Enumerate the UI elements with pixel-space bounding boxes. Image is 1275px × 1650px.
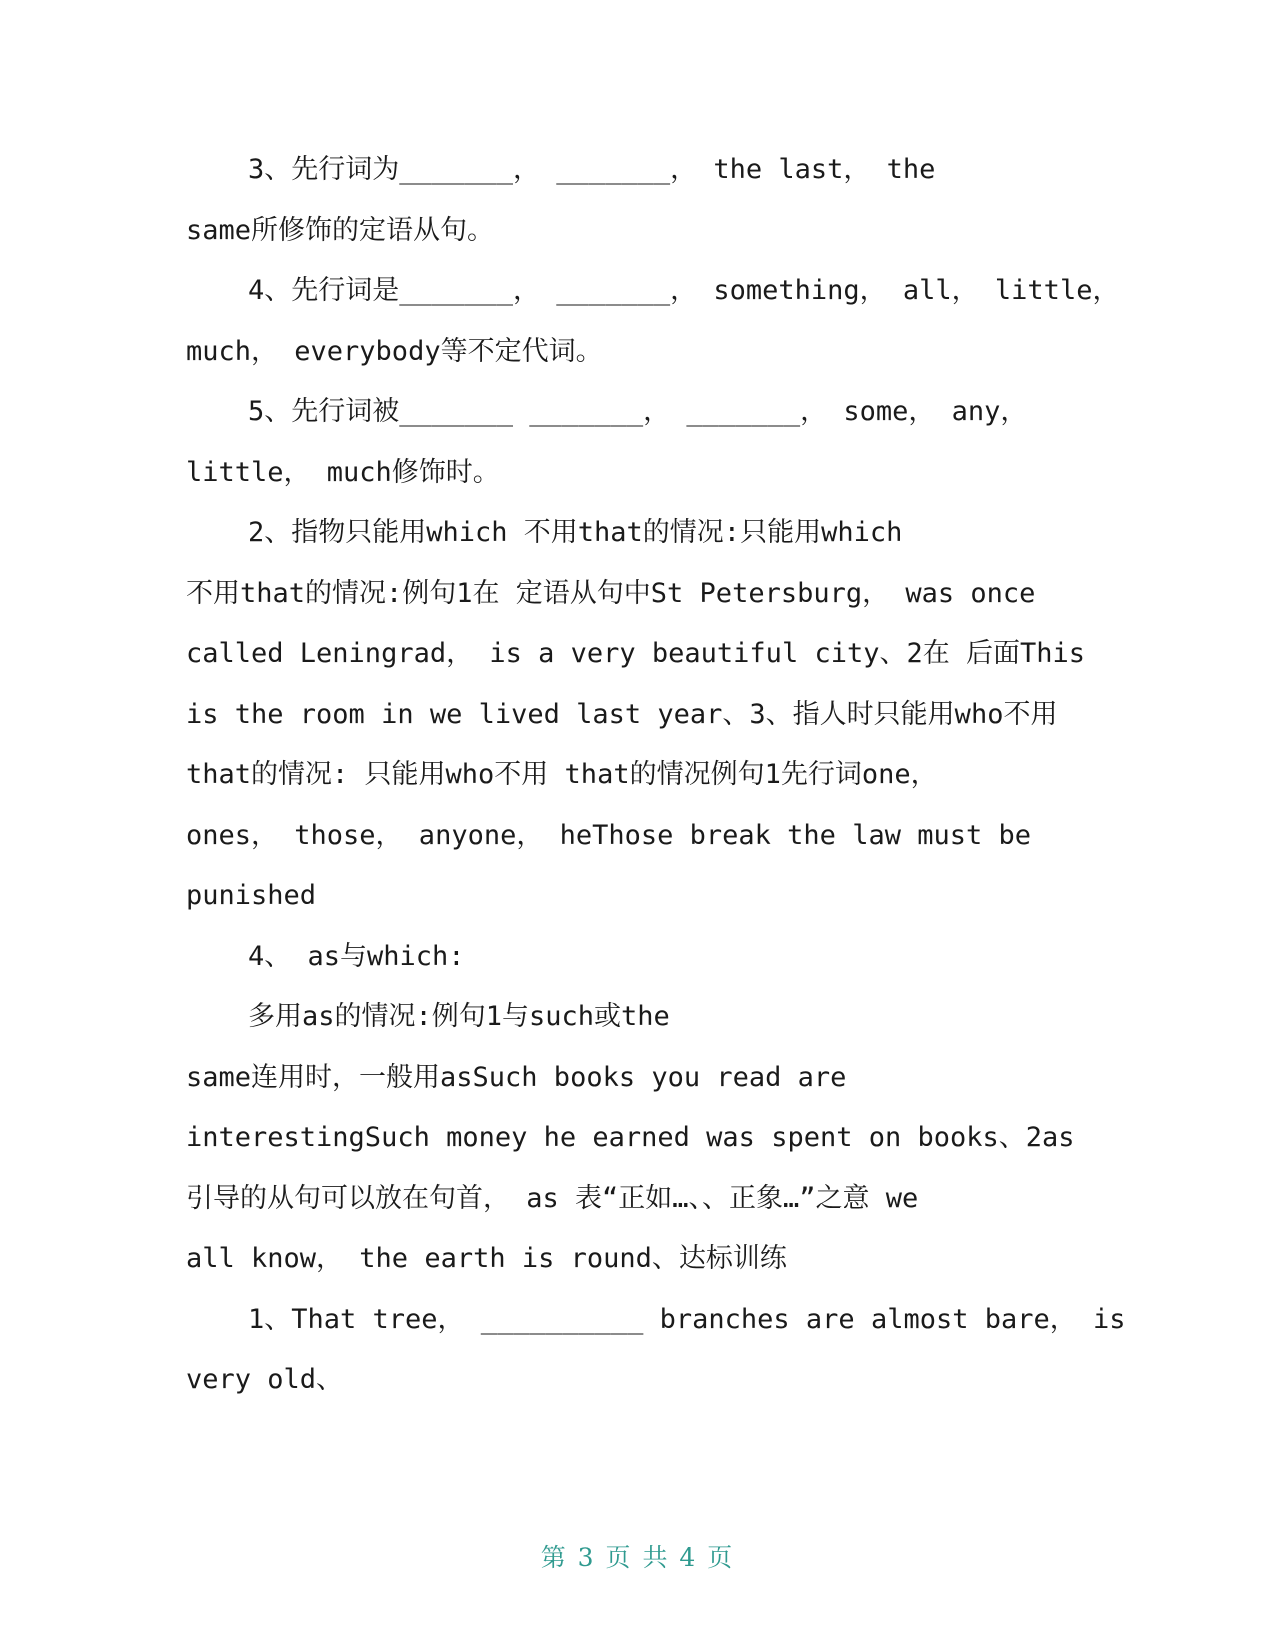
text-line: very old、 <box>186 1364 344 1395</box>
text-line: 4、先行词是_______， _______， something， all， little， <box>248 275 1120 306</box>
text-line: 3、先行词为_______， _______， the last， the <box>248 154 936 185</box>
text-line: same所修饰的定语从句。 <box>186 214 495 246</box>
text-line: same连用时，一般用asSuch books you read are <box>186 1061 847 1093</box>
text-line: called Leningrad， is a very beautiful city、2在 后面This <box>186 638 1086 669</box>
text-line: is the room in we lived last year、3、指人时只能用who不用 <box>186 698 1058 730</box>
text-line: that的情况: 只能用who不用 that的情况例句1先行词one， <box>186 759 938 790</box>
text-line: 1、That tree， __________ branches are almost bare， is <box>248 1303 1126 1335</box>
text-line: 2、指物只能用which 不用that的情况:只能用which <box>248 517 903 548</box>
text-line: much， everybody等不定代词。 <box>186 335 603 367</box>
text-line: all know， the earth is round、达标训练 <box>186 1243 787 1274</box>
text-line: little， much修饰时。 <box>186 456 500 488</box>
text-line: punished <box>186 880 317 911</box>
document-body <box>186 140 1126 1411</box>
text-line: 引导的从句可以放在句首， as 表“正如…、、正象…”之意 we <box>186 1182 919 1214</box>
text-line: 5、先行词被_______ _______， _______， some， any， <box>248 396 1028 427</box>
text-line: 4、 as与which: <box>248 940 465 972</box>
text-line: 多用as的情况:例句1与such或the <box>248 1001 670 1032</box>
text-line: 不用that的情况:例句1在 定语从句中St Petersburg， was once <box>186 577 1036 609</box>
text-line: ones， those， anyone， heThose break the law must be <box>186 819 1032 851</box>
text-line: interestingSuch money he earned was spent on books、2as <box>186 1122 1075 1153</box>
page-number-footer: 第 3 页 共 4 页 <box>540 1543 735 1572</box>
